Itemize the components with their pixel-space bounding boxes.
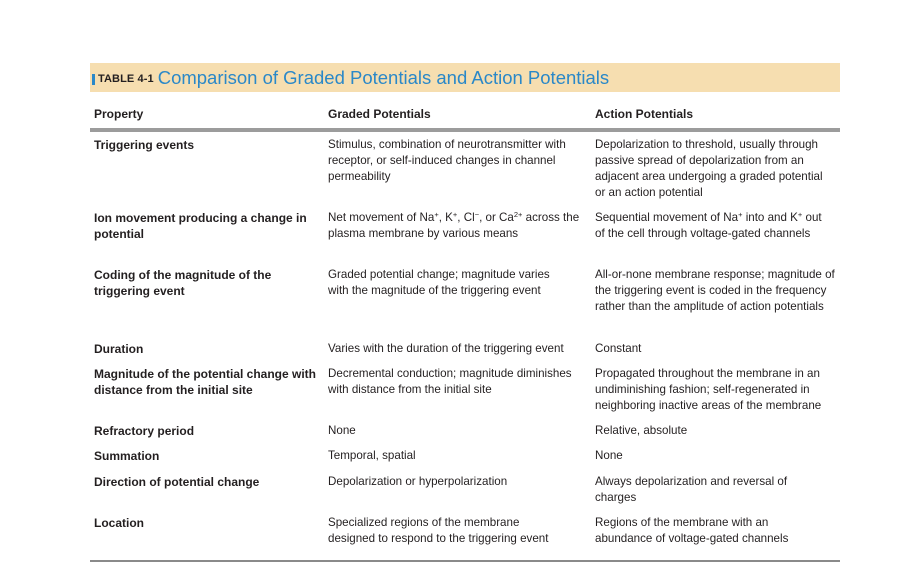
row-property: Duration <box>94 342 144 356</box>
row-graded: Varies with the duration of the triggering event <box>328 342 564 355</box>
row-graded: None <box>328 424 356 437</box>
row-property: Direction of potential change <box>94 475 260 489</box>
header-graded-potentials: Graded Potentials <box>328 107 431 121</box>
row-action: Constant <box>595 342 642 355</box>
row-action: Propagated throughout the membrane in an undiminishing fashion; self-regenerated in neighboring inactive areas of the membrane <box>595 367 822 412</box>
row-action: All-or-none membrane response; magnitude of the triggering event is coded in the frequency rather than the amplitude of action potentials <box>595 268 835 313</box>
row-action: None <box>595 449 623 462</box>
row-graded: Specialized regions of the membrane designed to respond to the triggering event <box>328 516 549 545</box>
header-rule <box>90 128 840 132</box>
table-title: Comparison of Graded Potentials and Action Potentials <box>157 67 610 88</box>
row-action: Relative, absolute <box>595 424 688 437</box>
row-property: Ion movement producing a change in potential <box>94 211 307 241</box>
row-graded: Stimulus, combination of neurotransmitter with receptor, or self-induced changes in channel permeability <box>328 138 566 183</box>
row-graded: Net movement of Na+, K+, Cl−, or $Ca^{2+}$ across the plasma membrane by various means <box>328 210 580 240</box>
row-property: Triggering events <box>94 138 195 152</box>
header-action-potentials: Action Potentials <box>595 107 694 121</box>
row-action: Sequential movement of Na+ into and K+ out of the cell through voltage-gated channels <box>595 210 822 240</box>
row-action: Regions of the membrane with an abundance of voltage-gated channels <box>595 516 789 545</box>
row-graded: Depolarization or hyperpolarization <box>328 475 508 488</box>
row-graded: Temporal, spatial <box>328 449 416 462</box>
table-number: TABLE 4-1 <box>98 73 154 85</box>
table-title-bar <box>90 63 840 92</box>
header-property: Property <box>94 107 144 121</box>
row-property: Location <box>94 516 144 530</box>
row-property: Coding of the magnitude of the triggering event <box>94 268 272 298</box>
row-action: Depolarization to threshold, usually through passive spread of depolarization from an adjacent area undergoing a graded potential or an action potential <box>595 138 823 199</box>
row-property: Summation <box>94 449 160 463</box>
row-graded: Decremental conduction; magnitude diminishes with distance from the initial site <box>328 367 572 396</box>
row-action: Always depolarization and reversal of charges <box>595 475 788 504</box>
table-bottom-rule <box>90 560 840 562</box>
row-graded: Graded potential change; magnitude varies with the magnitude of the triggering event <box>328 268 550 297</box>
row-property: Refractory period <box>94 424 195 438</box>
row-property: Magnitude of the potential change with distance from the initial site <box>94 367 316 397</box>
title-marker-icon <box>92 74 95 85</box>
